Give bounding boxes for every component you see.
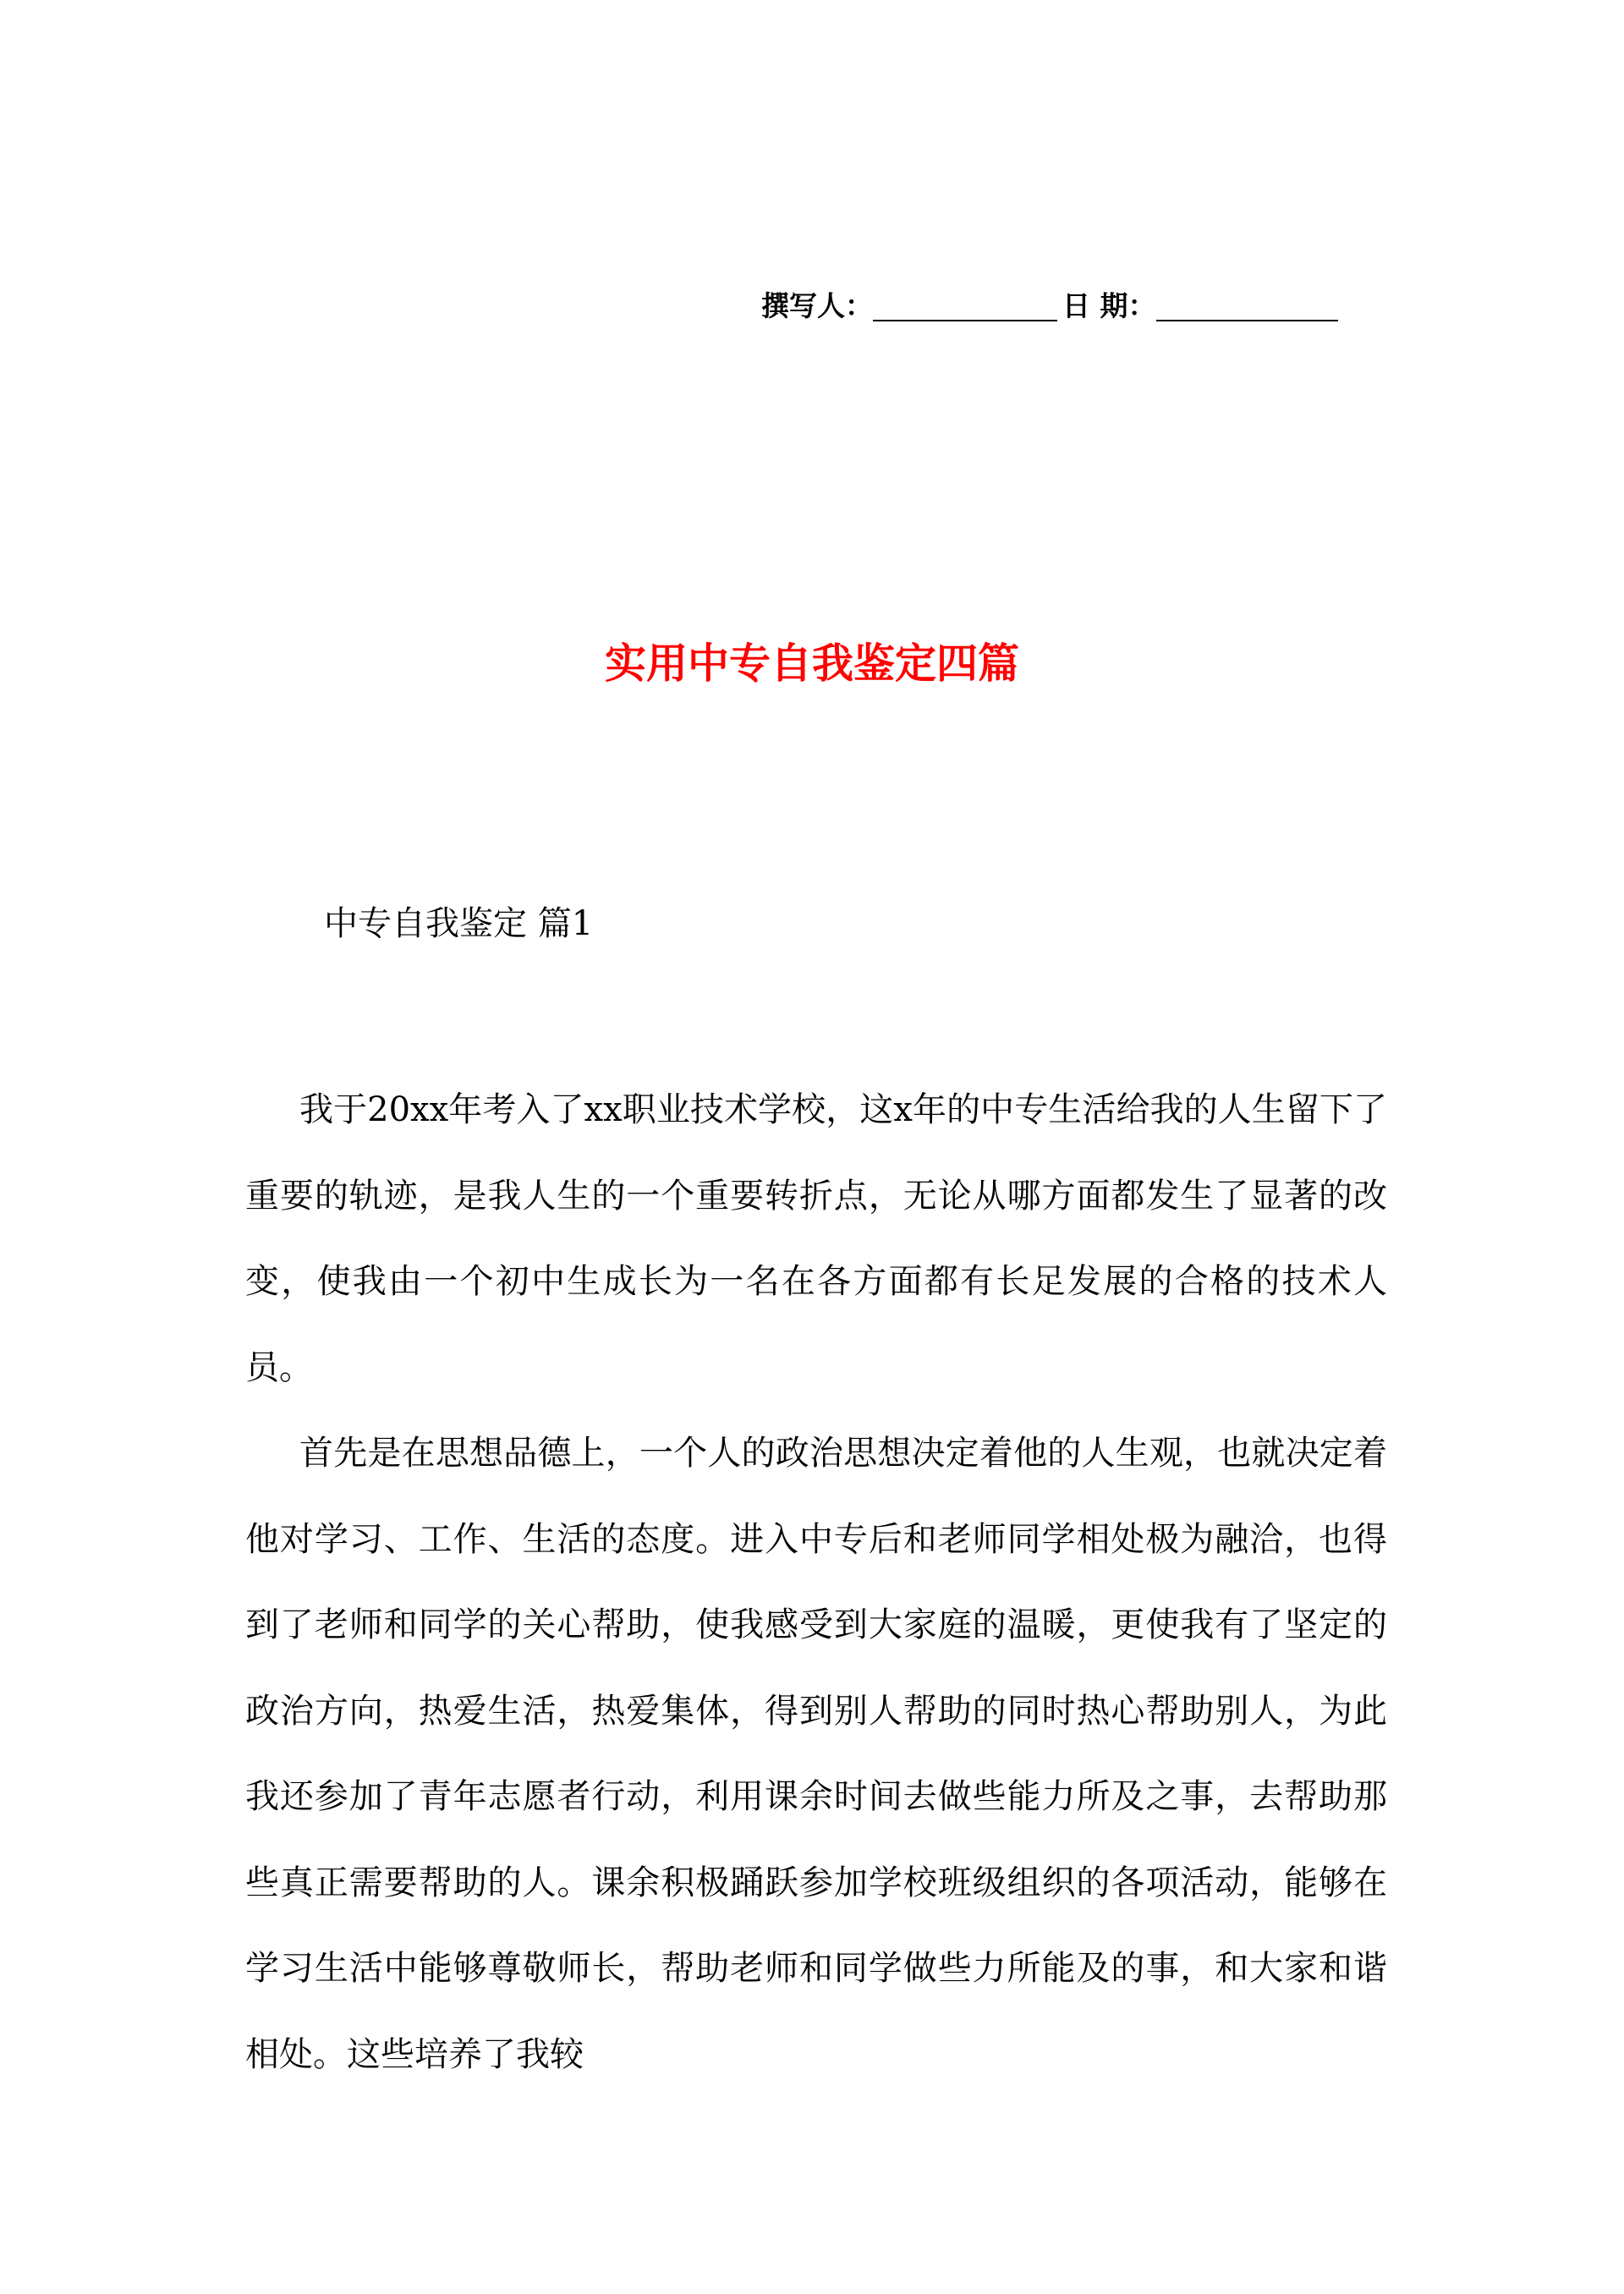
date-label: 日 期： xyxy=(1062,289,1156,322)
date-blank-field xyxy=(1156,286,1338,321)
paragraph: 我于20xx年考入了xx职业技术学校，这x年的中专生活给我的人生留下了重要的轨迹，是我人生的一个重要转折点，无论从哪方面都发生了显著的改变，使我由一个初中生成长为一名在各方面都有长足发展的合格的技术人员。 xyxy=(245,1090,1387,1387)
section-heading: 中专自我鉴定 篇1 xyxy=(324,904,594,943)
author-date-line xyxy=(761,281,1387,332)
author-blank-field xyxy=(873,286,1057,321)
document-title: 实用中专自我鉴定四篇 xyxy=(604,639,1019,688)
author-label: 撰写人： xyxy=(761,289,873,322)
paragraph: 首先是在思想品德上，一个人的政治思想决定着他的人生观，也就决定着他对学习、工作、生活的态度。进入中专后和老师同学相处极为融洽，也得到了老师和同学的关心帮助，使我感受到大家庭的温暖，更使我有了坚定的政治方向，热爱生活，热爱集体，得到别人帮助的同时热心帮助别人，为此我还参加了青年志愿者行动，利用课余时间去做些能力所及之事，去帮助那些真正需要帮助的人。课余积极踊跃参加学校班级组织的各项活动，能够在学习生活中能够尊敬师长，帮助老师和同学做些力所能及的事，和大家和谐相处。这些培养了我较 xyxy=(245,1434,1387,2074)
body-text xyxy=(245,1067,1387,2098)
